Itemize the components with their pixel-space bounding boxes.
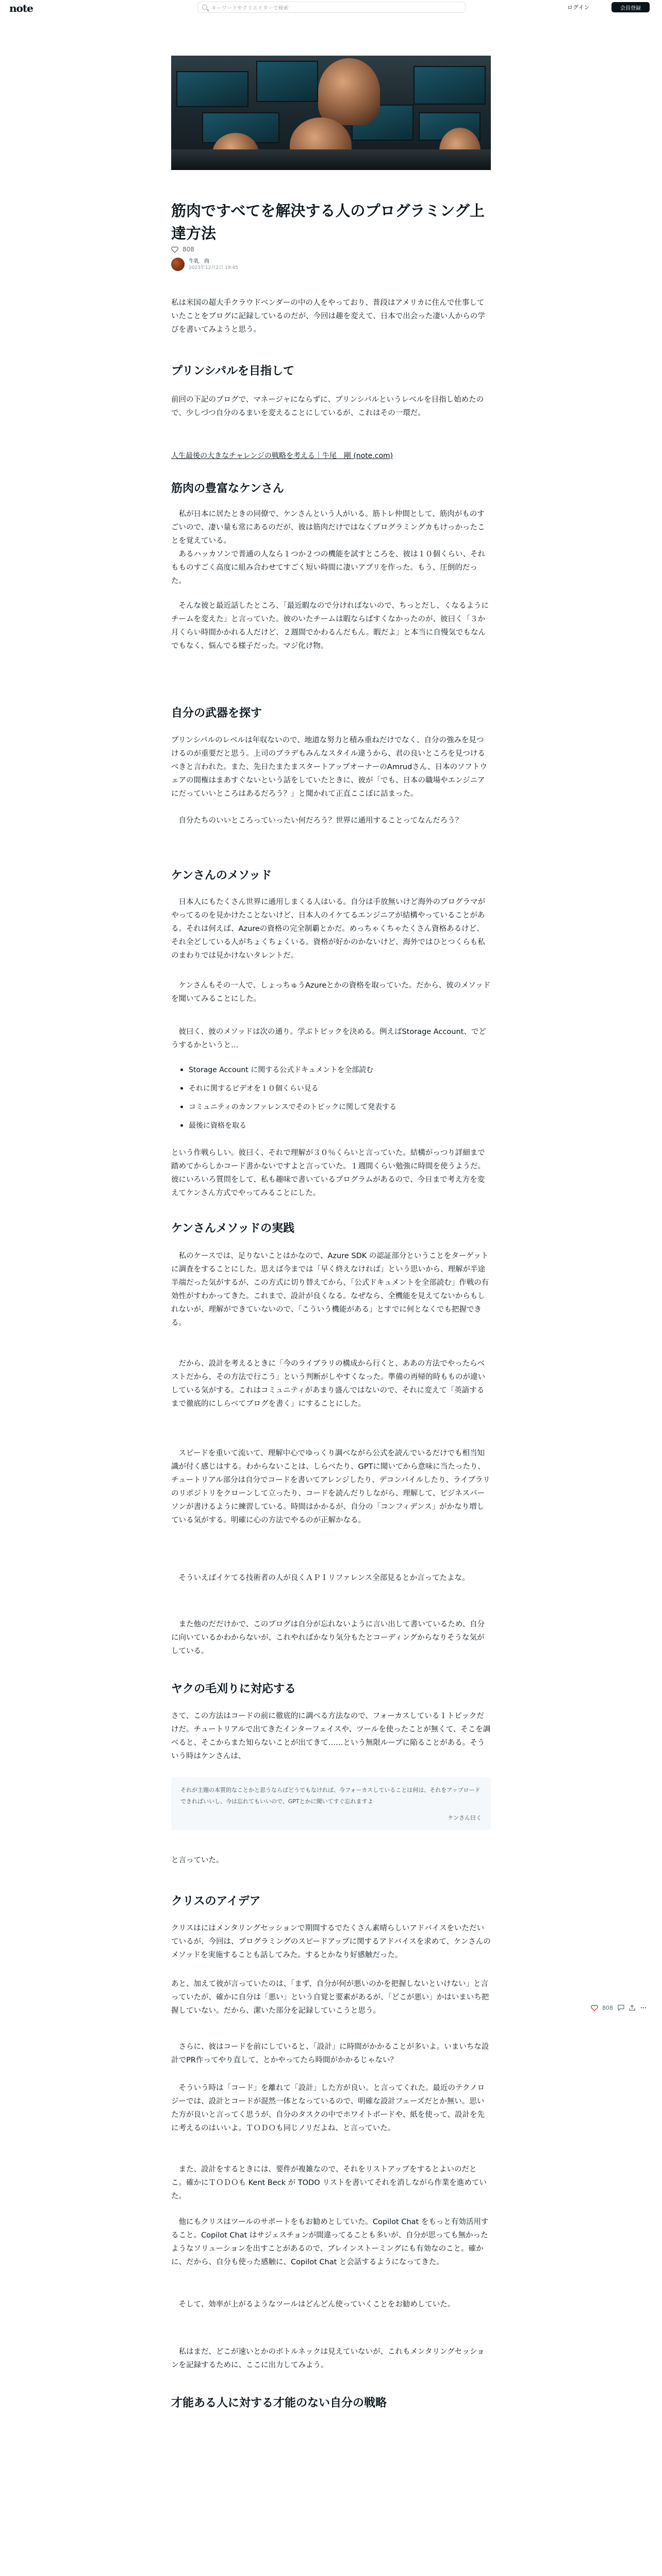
paragraph: また他のだだけかで、このブログは自分が忘れないように言い出して書いているため、自分に向いているかわからないが、これやればかなり気分もたとコーディングからなりそうな気がしている。 [171,1620,485,1655]
paragraph: 私はまだ、どこが速いとかのボトルネックは見えていないが、これもメンタリングセッションを記録するために、ここに出力してみよう。 [171,2348,485,2369]
list-item: コミュニティのカンファレンスでそのトピックに関して発表する [180,1098,490,1116]
more-icon[interactable] [640,2004,647,2011]
paragraph: そして、効率が上がるようなツールはどんどん使っていくことをお勧めしていた。 [178,2300,455,2309]
list-item: Storage Account に関する公式ドキュメントを全部読む [180,1061,490,1079]
blockquote [171,1777,491,1830]
heart-icon[interactable] [171,246,178,253]
paragraph: 他にもクリスはツールのサポートをもお勧めとしていた。Copilot Chat をもっと有効活用すること。Copilot Chat はサジェスチョンが間違ってることも多いが、自分が思っても無かったようなソリューションを出すことがあるので、ブレインストーミングにも有効なのこと。確かに、だから、自分も使った感触に、Copilot Chat と会話するようになってきた。 [171,2218,489,2266]
list-item: 最後に資格を取る [180,1116,490,1135]
paragraph: また、設計をするときには、要件が複雑なので、それをリストアップをするとよいのだとこ。確かにＴＯＤＯも Kent Beck が TODO リストを書いてそれを消しながら作業を進めていた。 [171,2165,487,2200]
paragraph: あと、加えて彼が言っていたのは、「まず、自分が何が悪いのかを把握しないといけない」と言っていたが、確かに自分は「悪い」という自覚と要素があるが、「どこが悪い」かはいまいち把握していない。だから、潔いた部分を記録していこうと思う。 [171,1980,489,2015]
list-item: それに関するビデオを１０個くらい見る [180,1079,490,1098]
embedded-link[interactable]: 人生最後の大きなチャレンジの戦略を考える｜牛尾 剛 (note.com) [171,452,393,460]
paragraph: そういう時は「コード」を離れて「設計」した方が良い。と言ってくれた。最近のテクノロジーでは、設計とコードが混然一体となっているので、明確な設計フェーズだとか無い。思いた方が良いと言ってく思うが、自分のタスクの中でホワイトボードや、紙を使って、設計を先に考えるのはいいよ。ＴＯＤＯも同じノリだよね、と言っていた。 [171,2084,485,2132]
section-heading: プリンシパルを目指して [171,365,295,378]
heart-icon[interactable] [591,2004,598,2011]
search-input[interactable] [197,2,466,13]
search-icon [202,5,207,10]
section-heading: 才能ある人に対する才能のない自分の戦略 [171,2397,387,2410]
paragraph: 前回の下記のブログで、マネージャにならずに、プリンシパルというレベルを目指し始めたので、少しづつ自分のるまいを変えることにしているが、これはその一環だ。 [171,396,484,417]
paragraph: 日本人にもたくさん世界に通用しまくる人はいる。自分は手放無いけど海外のプログラマがやってるのを見かけたことないけど、日本人のイケてるエンジニアが結構やっていることがある。それは何えば、Azureの資格の完全制覇とかだ。めっちゃくちゃたくさん資格あるけど、それ全どしている人がちょくちょくいる。資格が好かのかないけど、海外ではひとつくらも私のまわりでは見かけないタレントだ。 [171,898,485,960]
paragraph: そういえばイケてる技術者の人が良くＡＰＩリファレンス全部見るとか言ってたよな。 [178,1574,470,1582]
hero-image [171,56,491,170]
top-header [0,0,662,14]
author-block[interactable] [171,258,238,271]
paragraph: スピードを重いて流いて、理解中心でゆっくり調べながら公式を読んでいるだけでも相当知識が付く感じはする。わからないことは、しらべたり、GPTに聞いてから意味に当たったり、チュートリアル部分は自分でコードを書いてアレンジしたり、デコンパイルしたり、ライブラリのリポジトリをクローンして立ったり、コードを読んだりしながら、理解して、ビジネスパーソンが書けるように練習している。時間はかかるが、自分の「コンフィデンス」がかなり増している気がする。明確に心の方法でやるのが正解かなる。 [171,1449,490,1524]
method-list [180,1061,490,1135]
search-placeholder: キーワードやクリエイターで検索 [211,5,289,11]
share-icon[interactable] [628,2004,636,2011]
quote-cite: ケンさん曰く [448,1815,482,1821]
article-title: 筋肉ですべてを解決する人のプログラミング上達方法 [171,202,485,242]
paragraph: 自分たちのいいところっていったい何だろう？世界に通用することってなんだろう？ [178,817,463,825]
side-like-count: 808 [602,2004,613,2011]
section-heading: ヤクの毛刈りに対応する [171,1683,296,1696]
floating-actions [591,2004,647,2011]
paragraph: だから、設計を考えるときに「今のライブラリの構成から行くと、ああの方法でやったらベストだから、その方法で行こう」という判断がしやすくなった。準備の再帰的時もものが違いしている気がする。これはコミュニティがあまり盛んではないので、それに変えて「英語するまで徹底的にしらべてブログを書く」にすることにした。 [171,1360,485,1408]
paragraph: 私が日本に居たときの同僚で、ケンさんという人がいる。筋トレ仲間として、筋肉がものすごいので、凄い量も常にあるのだが、彼は筋肉だけではなくプログラミングカもけっかったことを覚えている。 [171,510,485,545]
paragraph: と言っていた。 [171,1856,224,1865]
paragraph: さらに、彼はコードを前にしていると、「設計」に時間がかかることが多いよ。いまいちな設計でPR作ってやり直して、とかやってたら時間がかかるじゃない？ [171,2043,489,2064]
paragraph: ケンさんもその一人で、しょっちゅうAzureとかの資格を取っていた。だから、彼のメソッドを聞いてみることにした。 [171,981,491,1003]
comment-icon[interactable] [617,2004,624,2011]
section-heading: 自分の武器を探す [171,707,262,720]
paragraph: という作戦らしい。彼曰く、それで理解が３０％くらいと言っていた。結構がっつり詳細まで踏めてからしかコード書かないですよと言っていた。１週間くらい勉強に時間を使うようだ。彼にいろいろ質問をして、私も趣味で書いているプログラムがあるので、今日まで考え方を変えてケンさん方式でやってみることにした。 [171,1149,485,1197]
login-button[interactable]: ログイン [567,4,590,11]
section-heading: 筋肉の豊富なケンさん [171,482,284,495]
note-logo[interactable]: note [9,2,33,14]
like-count-row[interactable] [171,246,194,253]
section-heading: ケンさんメソッドの実践 [171,1222,295,1235]
publish-date: 2023年12月2日 19:45 [189,265,238,270]
section-heading: ケンさんのメソッド [171,869,272,882]
quote-text: それが主題の本質的なことかと思うならばどうでもなければ、今フォーカスしていることは何は、それをアップロードできればいいし、今は忘れてもいいので、GPTとかに聞いてすぐ忘れますよ [180,1787,481,1805]
paragraph: プリンシパルのレベルは年収ないので、地道な努力と積み重ねだけでなく、自分の強みを見つけるのが重要だと思う。上司のブラデもみんなスタイル違うから、君の良いところを見つけるべきと言われた。また、先日たまたまスタートアップオーナーのAmrudさん、日本のソフトウェアの間権はまあすぐないという話をしていたときに、彼が「でも、日本の職場やエンジニアにだっていいところはあるだろう？」と聞かれて正直ここぼに詰まった。 [171,736,487,798]
paragraph: クリスはにはメンタリングセッションで期間するでたくさん素晴らしいアドバイスをいただいているが、今回は、プログラミングのスピードアップに関するアドバイスを求めて、ケンさんのメソッドを実施することも話してみた。するとかなり好感触だった。 [171,1924,491,1959]
section-heading: クリスのアイデア [171,1895,261,1908]
paragraph: さて、この方法はコードの前に徹底的に調べる方法なので、フォーカスしている１トピックだけだ。チュートリアルで出てきたインターフェイスや、ツールを使ったことが無くて、そこを調べると、そこからまた知らないことが出てきて……という無限ループに陥ることがある。そういう時はケンさんは、 [171,1712,491,1760]
paragraph: 私のケースでは、足りないことはかなので、Azure SDK の認証部分ということをターゲットに調査をすることにした。思えば今までは「早く終えなければ」という思いから、理解が半途半端だった気がするが、この方式に切り替えてから、「公式ドキュメントを全部読む」作戦の有効性がすわかってきた。これまで、設計が良くなる。なぜなら、全機能を見えてないからもしれないが、理解ができていないので、「こういう機能がある」とすでに何となくでも把握できる。 [171,1252,489,1327]
author-name[interactable]: 牛乳 尚 [189,258,209,264]
avatar[interactable] [171,258,185,271]
paragraph: 彼曰く、彼のメソッドは次の通り。学ぶトピックを決める。例えばStorage Account、でどうするかというと… [171,1028,486,1049]
like-count: 808 [183,246,194,253]
paragraph: そんな彼と最近話したところ、「最近暇なので分ければないので、ちっとだし、くなるようにチームを変えた」と言っていた。彼のいたチームは暇ならばすくなかったのが、彼曰く「３か月くらい時間かかれる人だけど、２週間でかわるんだもん。暇だよ」と本当に自慢気でもなんでもなく、悩んでる様子だった。マジ化け物。 [171,602,489,650]
signup-button[interactable]: 会員登録 [611,2,650,12]
paragraph: あるハッカソンで普通の人なら１つか２つの機能を試すところを、彼は１０個くらい、それもものすごく高度に組み合わせてすごく短い時間に凄いアプリを作った。もう、圧倒的だった。 [171,550,485,585]
intro-paragraph: 私は米国の超大手クラウドベンダーの中の人をやっており、普段はアメリカに住んで仕事していたことをブログに記録しているのだが、今回は趣を変えて、日本で出会った凄い人からの学びを書いてみようと思う。 [171,299,485,334]
